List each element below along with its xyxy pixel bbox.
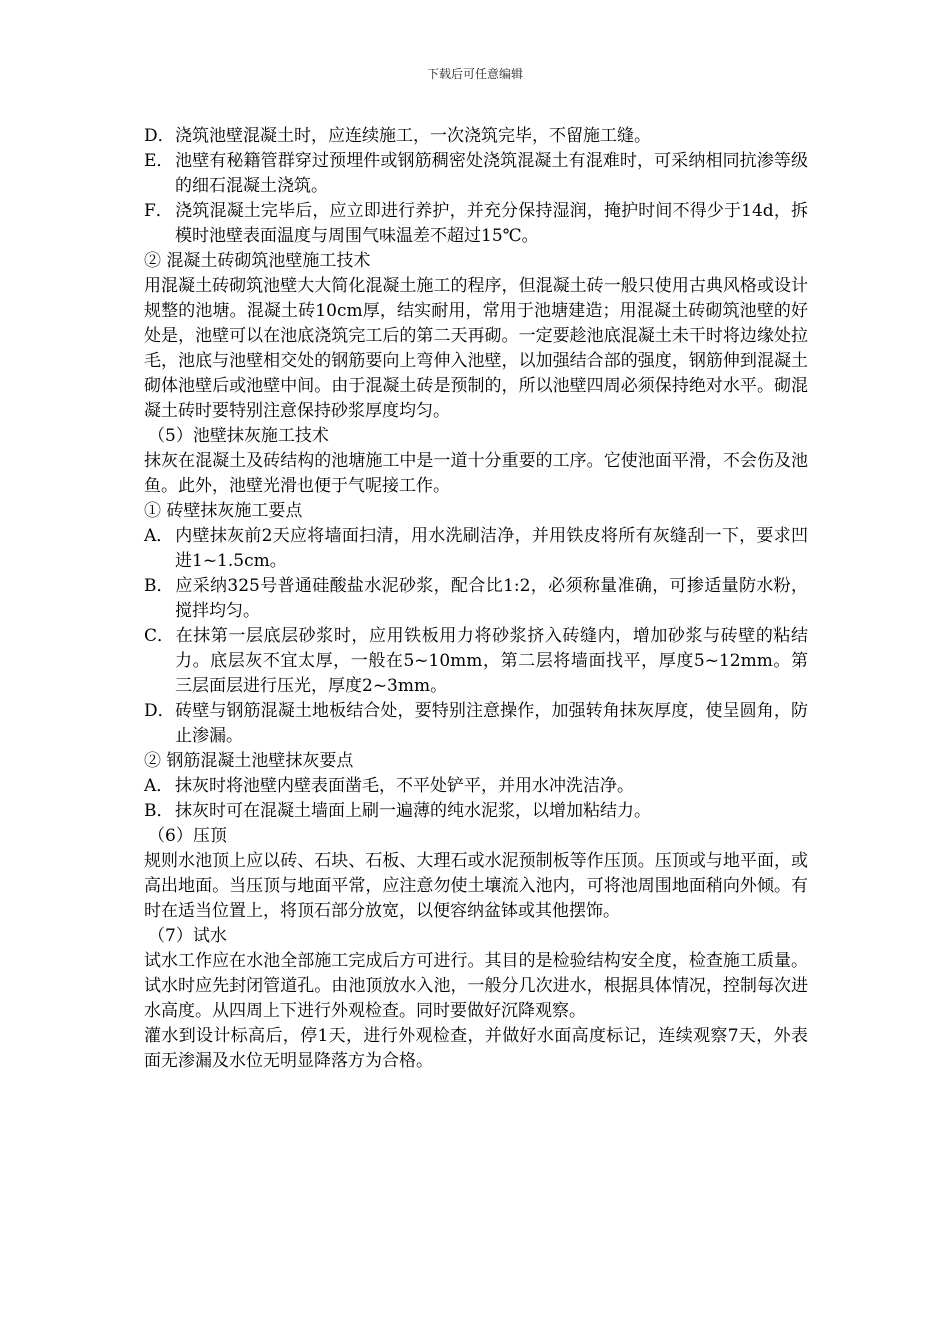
paragraph: 试水工作应在水池全部施工完成后方可进行。其目的是检验结构安全度，检查施工质量。试水时应先封闭管道孔。由池顶放水入池，一般分几次进水，根据具体情况，控制每次进水高度。从四周上下进行外观检查。同时要做好沉降观察。 xyxy=(144,951,808,1021)
section-heading: ② 钢筋混凝土池壁抹灰要点 xyxy=(144,751,354,771)
paragraph: 灌水到设计标高后，停1天，进行外观检查，并做好水面高度标记，连续观察7天，外表面无渗漏及水位无明显降落方为合格。 xyxy=(144,1026,808,1071)
list-item xyxy=(144,524,808,574)
list-item-text: 在抹第一层底层砂浆时，应用铁板用力将砂浆挤入砖缝内，增加砂浆与砖壁的粘结力。底层灰不宜太厚，一般在5~10mm，第二层将墙面找平，厚度5~12mm。第三层面层进行压光，厚度2~3mm。 xyxy=(175,626,808,696)
list-marker: A． xyxy=(144,526,174,546)
list-item-text: 抹灰时可在混凝土墙面上刷一遍薄的纯水泥浆，以增加粘结力。 xyxy=(175,801,651,821)
list-marker: D． xyxy=(144,701,175,721)
list-marker: E． xyxy=(144,151,174,171)
list-item-text: 抹灰时将池壁内壁表面凿毛，不平处铲平，并用水冲洗洁净。 xyxy=(175,776,634,796)
list-item-text: 应采纳325号普通硅酸盐水泥砂浆，配合比1:2，必须称量准确，可掺适量防水粉，搅拌均匀。 xyxy=(175,576,808,621)
list-item-text: 内壁抹灰前2天应将墙面扫清，用水洗刷洁净，并用铁皮将所有灰缝刮一下，要求凹进1~1.5cm。 xyxy=(175,526,808,571)
list-item-text: 池壁有秘籍管群穿过预埋件或钢筋稠密处浇筑混凝土有混难时，可采纳相同抗渗等级的细石混凝土浇筑。 xyxy=(175,151,808,196)
paragraph: 规则水池顶上应以砖、石块、石板、大理石或水泥预制板等作压顶。压顶或与地平面，或高出地面。当压顶与地面平常，应注意勿使土壤流入池内，可将池周围地面稍向外倾。有时在适当位置上，将顶石部分放宽，以便容纳盆钵或其他摆饰。 xyxy=(144,851,808,921)
section-heading: （7）试水 xyxy=(148,926,227,946)
section-heading: （6）压顶 xyxy=(148,826,227,846)
section-heading: ① 砖壁抹灰施工要点 xyxy=(144,501,303,521)
list-item xyxy=(144,799,808,824)
list-item-text: 浇筑池壁混凝土时，应连续施工，一次浇筑完毕，不留施工缝。 xyxy=(175,126,651,146)
section-heading: （5）池壁抹灰施工技术 xyxy=(148,426,329,446)
list-item xyxy=(144,149,808,199)
list-marker: D． xyxy=(144,126,175,146)
section-heading: ② 混凝土砖砌筑池壁施工技术 xyxy=(144,251,371,271)
list-marker: A． xyxy=(144,776,174,796)
list-item xyxy=(144,774,808,799)
list-marker: F． xyxy=(144,201,173,221)
paragraph: 抹灰在混凝土及砖结构的池塘施工中是一道十分重要的工序。它使池面平滑，不会伤及池鱼。此外，池壁光滑也便于气呢接工作。 xyxy=(144,451,808,496)
list-marker: C． xyxy=(144,626,175,646)
list-marker: B． xyxy=(144,801,174,821)
list-item xyxy=(144,124,808,149)
list-item-text: 砖壁与钢筋混凝土地板结合处，要特别注意操作，加强转角抹灰厚度，使呈圆角，防止渗漏。 xyxy=(175,701,808,746)
list-item xyxy=(144,574,808,624)
list-item xyxy=(144,624,808,699)
paragraph: 用混凝土砖砌筑池壁大大简化混凝土施工的程序，但混凝土砖一般只使用古典风格或设计规整的池塘。混凝土砖10cm厚，结实耐用，常用于池塘建造；用混凝土砖砌筑池壁的好处是，池壁可以在池底浇筑完工后的第二天再砌。一定要趁池底混凝土未干时将边缘处拉毛，池底与池壁相交处的钢筋要向上弯伸入池壁，以加强结合部的强度，钢筋伸到混凝土砌体池壁后或池壁中间。由于混凝土砖是预制的，所以池壁四周必须保持绝对水平。砌混凝土砖时要特别注意保持砂浆厚度均匀。 xyxy=(144,276,808,421)
list-item xyxy=(144,699,808,749)
list-item xyxy=(144,199,808,249)
page-header: 下载后可任意编辑 xyxy=(426,67,523,81)
document-body xyxy=(144,124,808,1074)
list-marker: B． xyxy=(144,576,174,596)
list-item-text: 浇筑混凝土完毕后，应立即进行养护，并充分保持湿润，掩护时间不得少于14d，拆模时池壁表面温度与周围气味温差不超过15℃。 xyxy=(175,201,808,246)
